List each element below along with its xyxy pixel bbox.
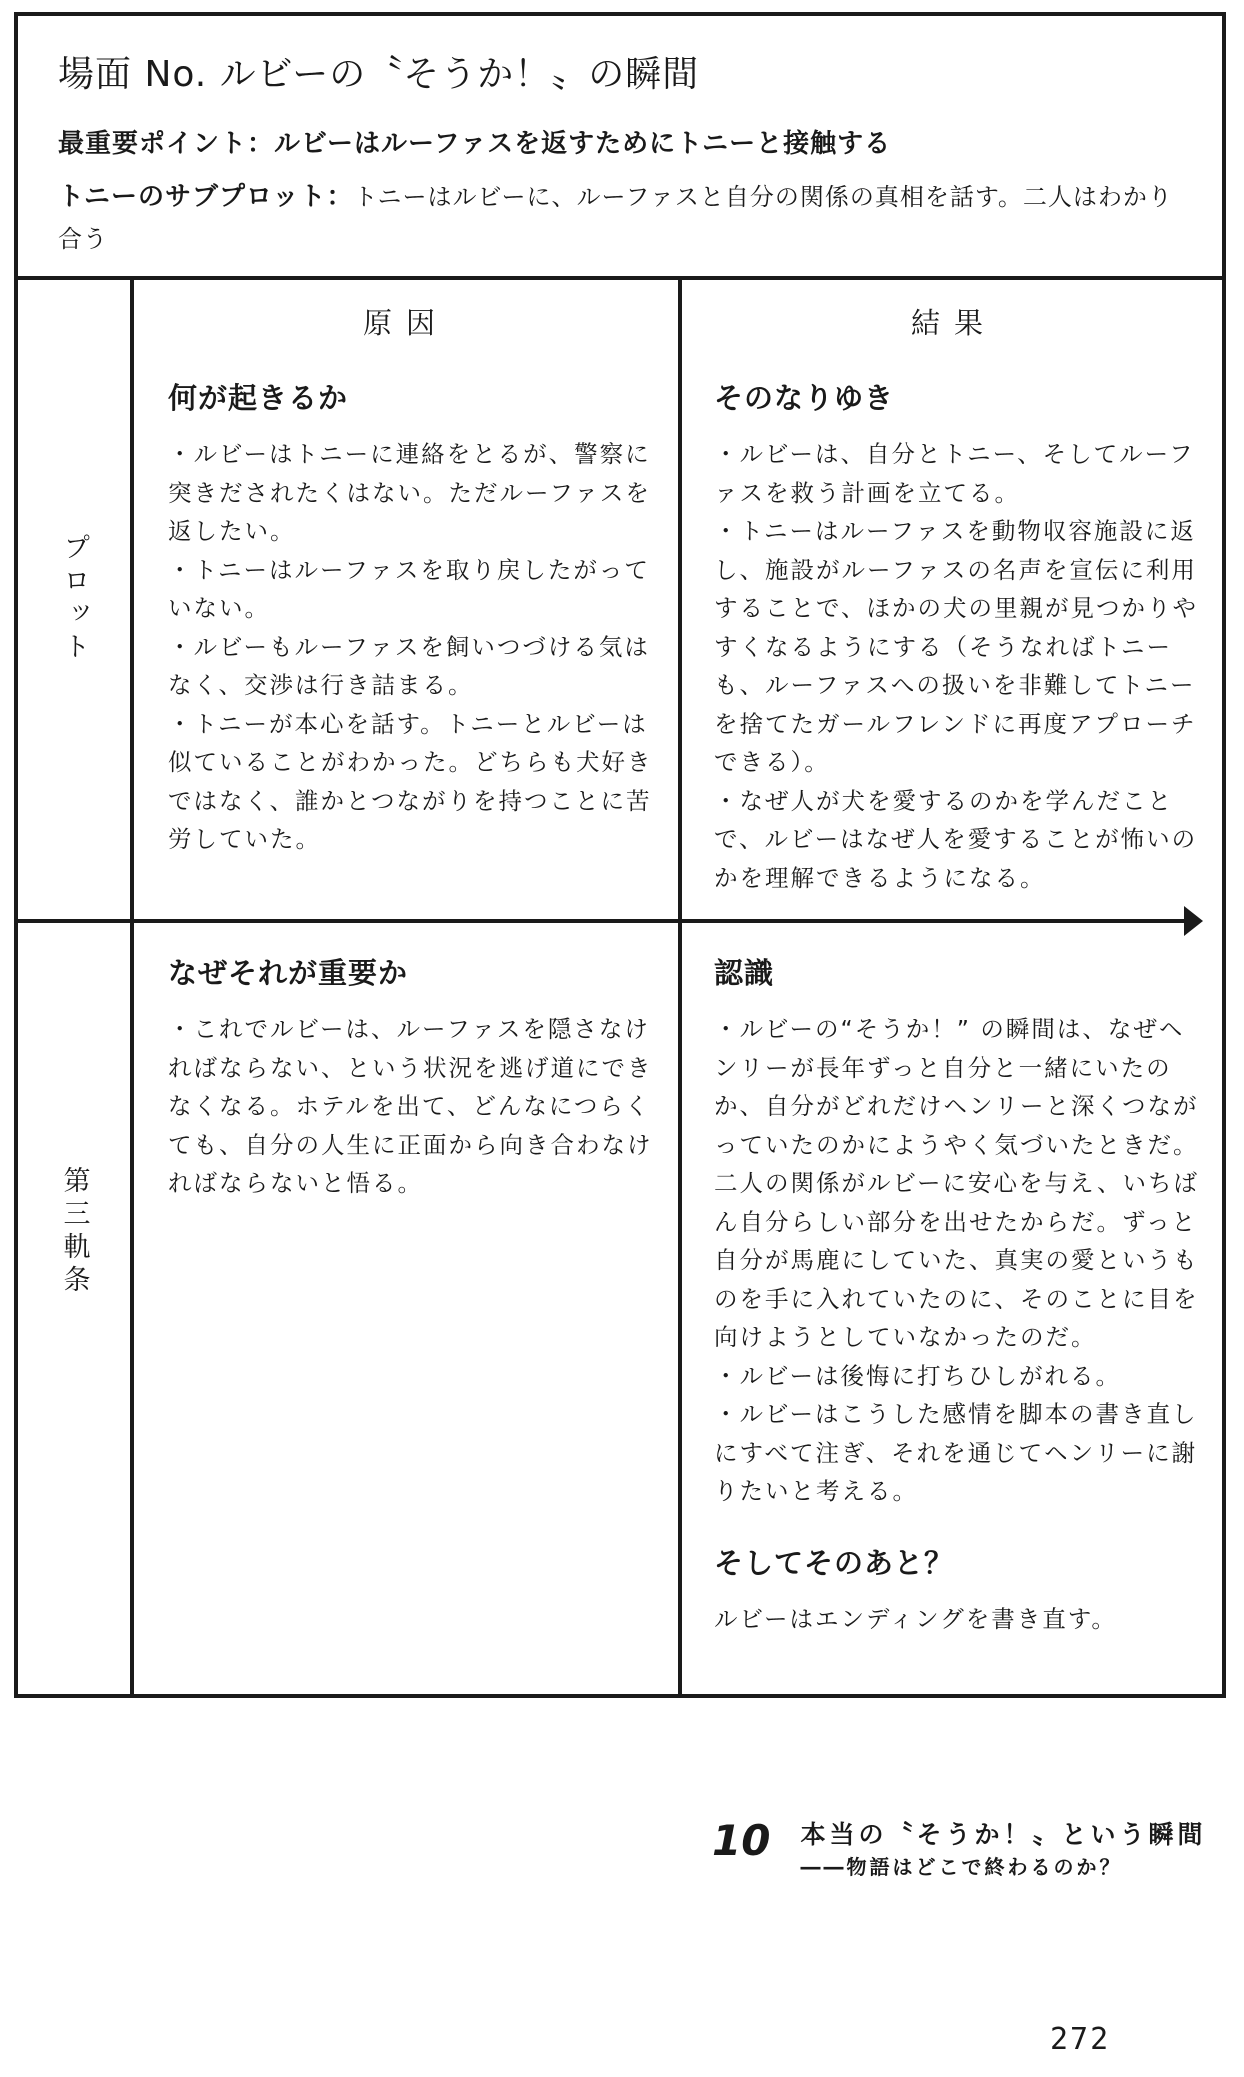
chapter-subtitle: ――物語はどこで終わるのか？ [800,1855,1123,1879]
worksheet-header [18,16,1222,280]
scene-worksheet [14,12,1226,1698]
scene-title: 場面 No. ルビーの〝そうか！〟の瞬間 [58,54,700,95]
after-heading: そしてそのあと？ [714,1545,955,1580]
chapter-title: 本当の〝そうか！〟という瞬間 [800,1820,1207,1849]
what-happens-heading: 何が起きるか [168,381,349,415]
list-item: ・ルビーの“そうか！” の瞬間は、なぜヘンリーが長年ずっと自分と一緒にいたのか、自分がどれだけヘンリーと深くつながっていたのかにようやく気づいたときだ。二人の関係がルビーに安心を与え、いちばん自分らしい部分を出せたからだ。ずっと自分が馬鹿にしていた、真実の愛というものを手に入れていたのに、そのことに目を向けようとしていなかったのだ。 [714,1015,1199,1351]
subplot-text: トニーはルビーに、ルーファスと自分の関係の真相を話す。二人はわかり合う [58,183,1173,253]
list-item: ・ルビーはトニーに連絡をとるが、警察に突きだされたくはない。ただルーファスを返したい。 [168,440,651,545]
realization-heading: 認識 [714,956,775,990]
arrow-head-icon [1184,906,1203,936]
row-divider-arrow-line [18,919,1184,923]
row-label-plot-box [18,276,130,921]
list-item: ・トニーはルーファスを動物収容施設に返し、施設がルーファスの名声を宣伝に利用することで、ほかの犬の里親が見つかりやすくなるようにする（そうなればトニーも、ルーファスへの扱いを非難してトニーを捨てたガールフレンドに再度アプローチできる）。 [714,517,1199,776]
list-item: ・トニーが本心を話す。トニーとルビーは似ていることがわかった。どちらも犬好きではなく、誰かとつながりを持つことに苦労していた。 [168,709,653,853]
row-label-plot: プロット [58,532,90,665]
subplot [58,176,1186,260]
row-label-third-rule-box [18,1166,130,1366]
cell-why-it-matters [168,951,660,1203]
list-item: ・トニーはルーファスを取り戻したがっていない。 [168,555,650,622]
column-head-cause: 原因 [362,306,449,340]
page-number: 272 [1050,2022,1111,2057]
why-matters-heading: なぜそれが重要か [168,956,409,990]
list-item: ・なぜ人が犬を愛するのかを学んだことで、ルビーはなぜ人を愛することが怖いのかを理解できるようになる。 [714,786,1198,892]
key-point: 最重要ポイント：ルビーはルーファスを返すためにトニーと接触する [58,129,892,159]
list-item: ・これでルビーは、ルーファスを隠さなければならない、という状況を逃げ道にできなくなる。ホテルを出て、どんなにつらくても、自分の人生に正面から向き合わなければならないと悟る。 [168,1015,653,1197]
after-text: ルビーはエンディングを書き直す。 [714,1604,1117,1633]
chapter-titles [800,1818,1206,1882]
cell-consequence [714,376,1204,897]
chapter-footer [712,1818,1206,1882]
consequence-heading: そのなりゆき [714,381,895,415]
cell-realization [714,951,1204,1638]
row-label-third-rule: 第三軌条 [58,1166,90,1298]
column-head-effect: 結果 [910,306,997,340]
list-item: ・ルビーもルーファスを飼いつづける気はなく、交渉は行き詰まる。 [168,632,650,699]
column-divider [678,276,682,1698]
row-label-divider [130,276,134,1698]
chapter-number: 10 [712,1816,771,1865]
cell-what-happens [168,376,660,859]
subplot-label: トニーのサブプロット： [58,182,354,212]
list-item: ・ルビーはこうした感情を脚本の書き直しにすべて注ぎ、それを通じてヘンリーに謝りたいと考える。 [714,1400,1198,1505]
list-item: ・ルビーは後悔に打ちひしがれる。 [714,1361,1122,1390]
list-item: ・ルビーは、自分とトニー、そしてルーファスを救う計画を立てる。 [714,440,1195,507]
